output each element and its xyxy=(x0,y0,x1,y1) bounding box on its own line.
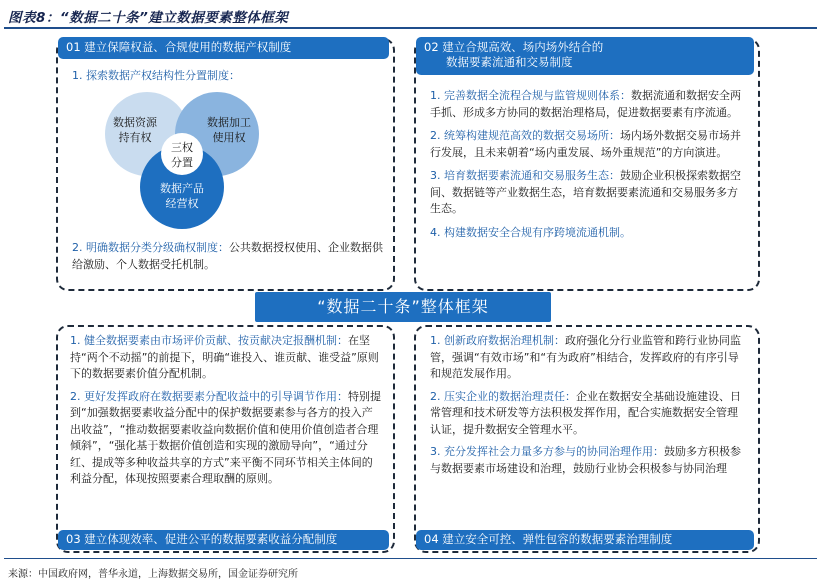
figure-title: 图表8：“数据二十条”建立数据要素整体框架 xyxy=(8,10,289,26)
circulation-trading-item: 1. 完善数据全流程合规与监管规则体系：数据流通和数据安全两手抓、形成多方协同的数据治理格局，促进数据要素有序流通。 xyxy=(430,89,741,119)
framework-center-banner: “数据二十条”整体框架 xyxy=(255,292,551,322)
bottom-rule xyxy=(4,558,817,559)
venn-label-center-1: 三权 xyxy=(171,141,193,154)
source-note: 来源：中国政府网，普华永道，上海数据交易所，国金证券研究所 xyxy=(8,569,298,580)
panel-governance-header: 04 建立安全可控、弹性包容的数据要素治理制度 xyxy=(416,530,754,550)
panel-income-distribution-header: 03 建立体现效率、促进公平的数据要素收益分配制度 xyxy=(58,530,389,550)
income-distribution-item: 1. 健全数据要素由市场评价贡献、按贡献决定报酬机制：在坚持“两个不动摇”的前提下，明确“谁投入、谁贡献、谁受益”原则下的数据要素价值分配机制。 xyxy=(70,334,379,380)
property-rights-item-2-body: 公共数据授权使用、企业数据供给激励、个人数据受托机制。 xyxy=(72,241,383,271)
venn-label-right-1: 数据加工 xyxy=(207,116,251,129)
panel-circulation-trading-header xyxy=(416,37,754,75)
circulation-trading-item: 3. 培育数据要素流通和交易服务生态：鼓励企业积极探索数据空间、数据链等产业数据生态，培育数据要素流通和交易服务多方生态。 xyxy=(430,169,741,215)
governance-list xyxy=(430,333,748,483)
venn-label-center-2: 分置 xyxy=(171,156,193,169)
circulation-trading-item: 2. 统筹构建规范高效的数据交易场所：场内场外数据交易市场并行发展，且未来朝着“场内重发展、场外重规范”的方向演进。 xyxy=(430,129,741,159)
venn-label-right-2: 使用权 xyxy=(212,131,246,144)
panel-property-rights-header: 01 建立保障权益、合规使用的数据产权制度 xyxy=(58,37,389,59)
venn-label-left-1: 数据资源 xyxy=(113,116,157,129)
three-rights-venn-diagram xyxy=(95,82,270,232)
circulation-trading-item: 4. 构建数据安全合规有序跨境流通机制。 xyxy=(430,225,631,239)
governance-item: 3. 充分发挥社会力量多方参与的协同治理作用：鼓励多方积极参与数据要素市场建设和治理，鼓励行业协会积极参与协同治理 xyxy=(430,445,741,475)
governance-item: 2. 压实企业的数据治理责任：企业在数据安全基础设施建设、日常管理和技术研发等方法积极发挥作用，配合实施数据安全管理认证，提升数据安全管理水平。 xyxy=(430,389,741,436)
income-distribution-item: 2. 更好发挥政府在数据要素分配收益中的引导调节作用：特别提到“加强数据要素收益分配中的保护数据要素参与各方的投入产出收益”，“推动数据要素收益向数据价值和使用价值创造者合理倾斜”，“强化基于数据价值创造和实现的激励导向”，“通过分红、提成等多种收益共享的方式”来平衡不同环节相关主体间的利益分配，体现按照要素合理取酬的原则。 xyxy=(70,389,381,485)
panel-circulation-trading-header-line2: 数据要素流通和交易制度 xyxy=(446,55,573,69)
circulation-trading-list xyxy=(430,88,746,248)
property-rights-item-2-head: 2. 明确数据分类分级确权制度： xyxy=(72,241,229,254)
venn-label-bottom-1: 数据产品 xyxy=(160,182,204,195)
panel-circulation-trading-header-line1: 02 建立合规高效、场内场外结合的 xyxy=(424,40,604,54)
income-distribution-list xyxy=(70,333,382,494)
top-rule xyxy=(4,27,817,29)
governance-item: 1. 创新政府数据治理机制：政府强化分行业监管和跨行业协同监管，强调“有效市场”和“有为政府”相结合，发挥政府的有序引导和规范发展作用。 xyxy=(430,334,741,380)
property-rights-item-2 xyxy=(72,240,384,273)
venn-label-left-2: 持有权 xyxy=(118,131,152,144)
venn-label-bottom-2: 经营权 xyxy=(165,197,199,210)
property-rights-item-1-head: 1. 探索数据产权结构性分置制度： xyxy=(72,69,240,82)
